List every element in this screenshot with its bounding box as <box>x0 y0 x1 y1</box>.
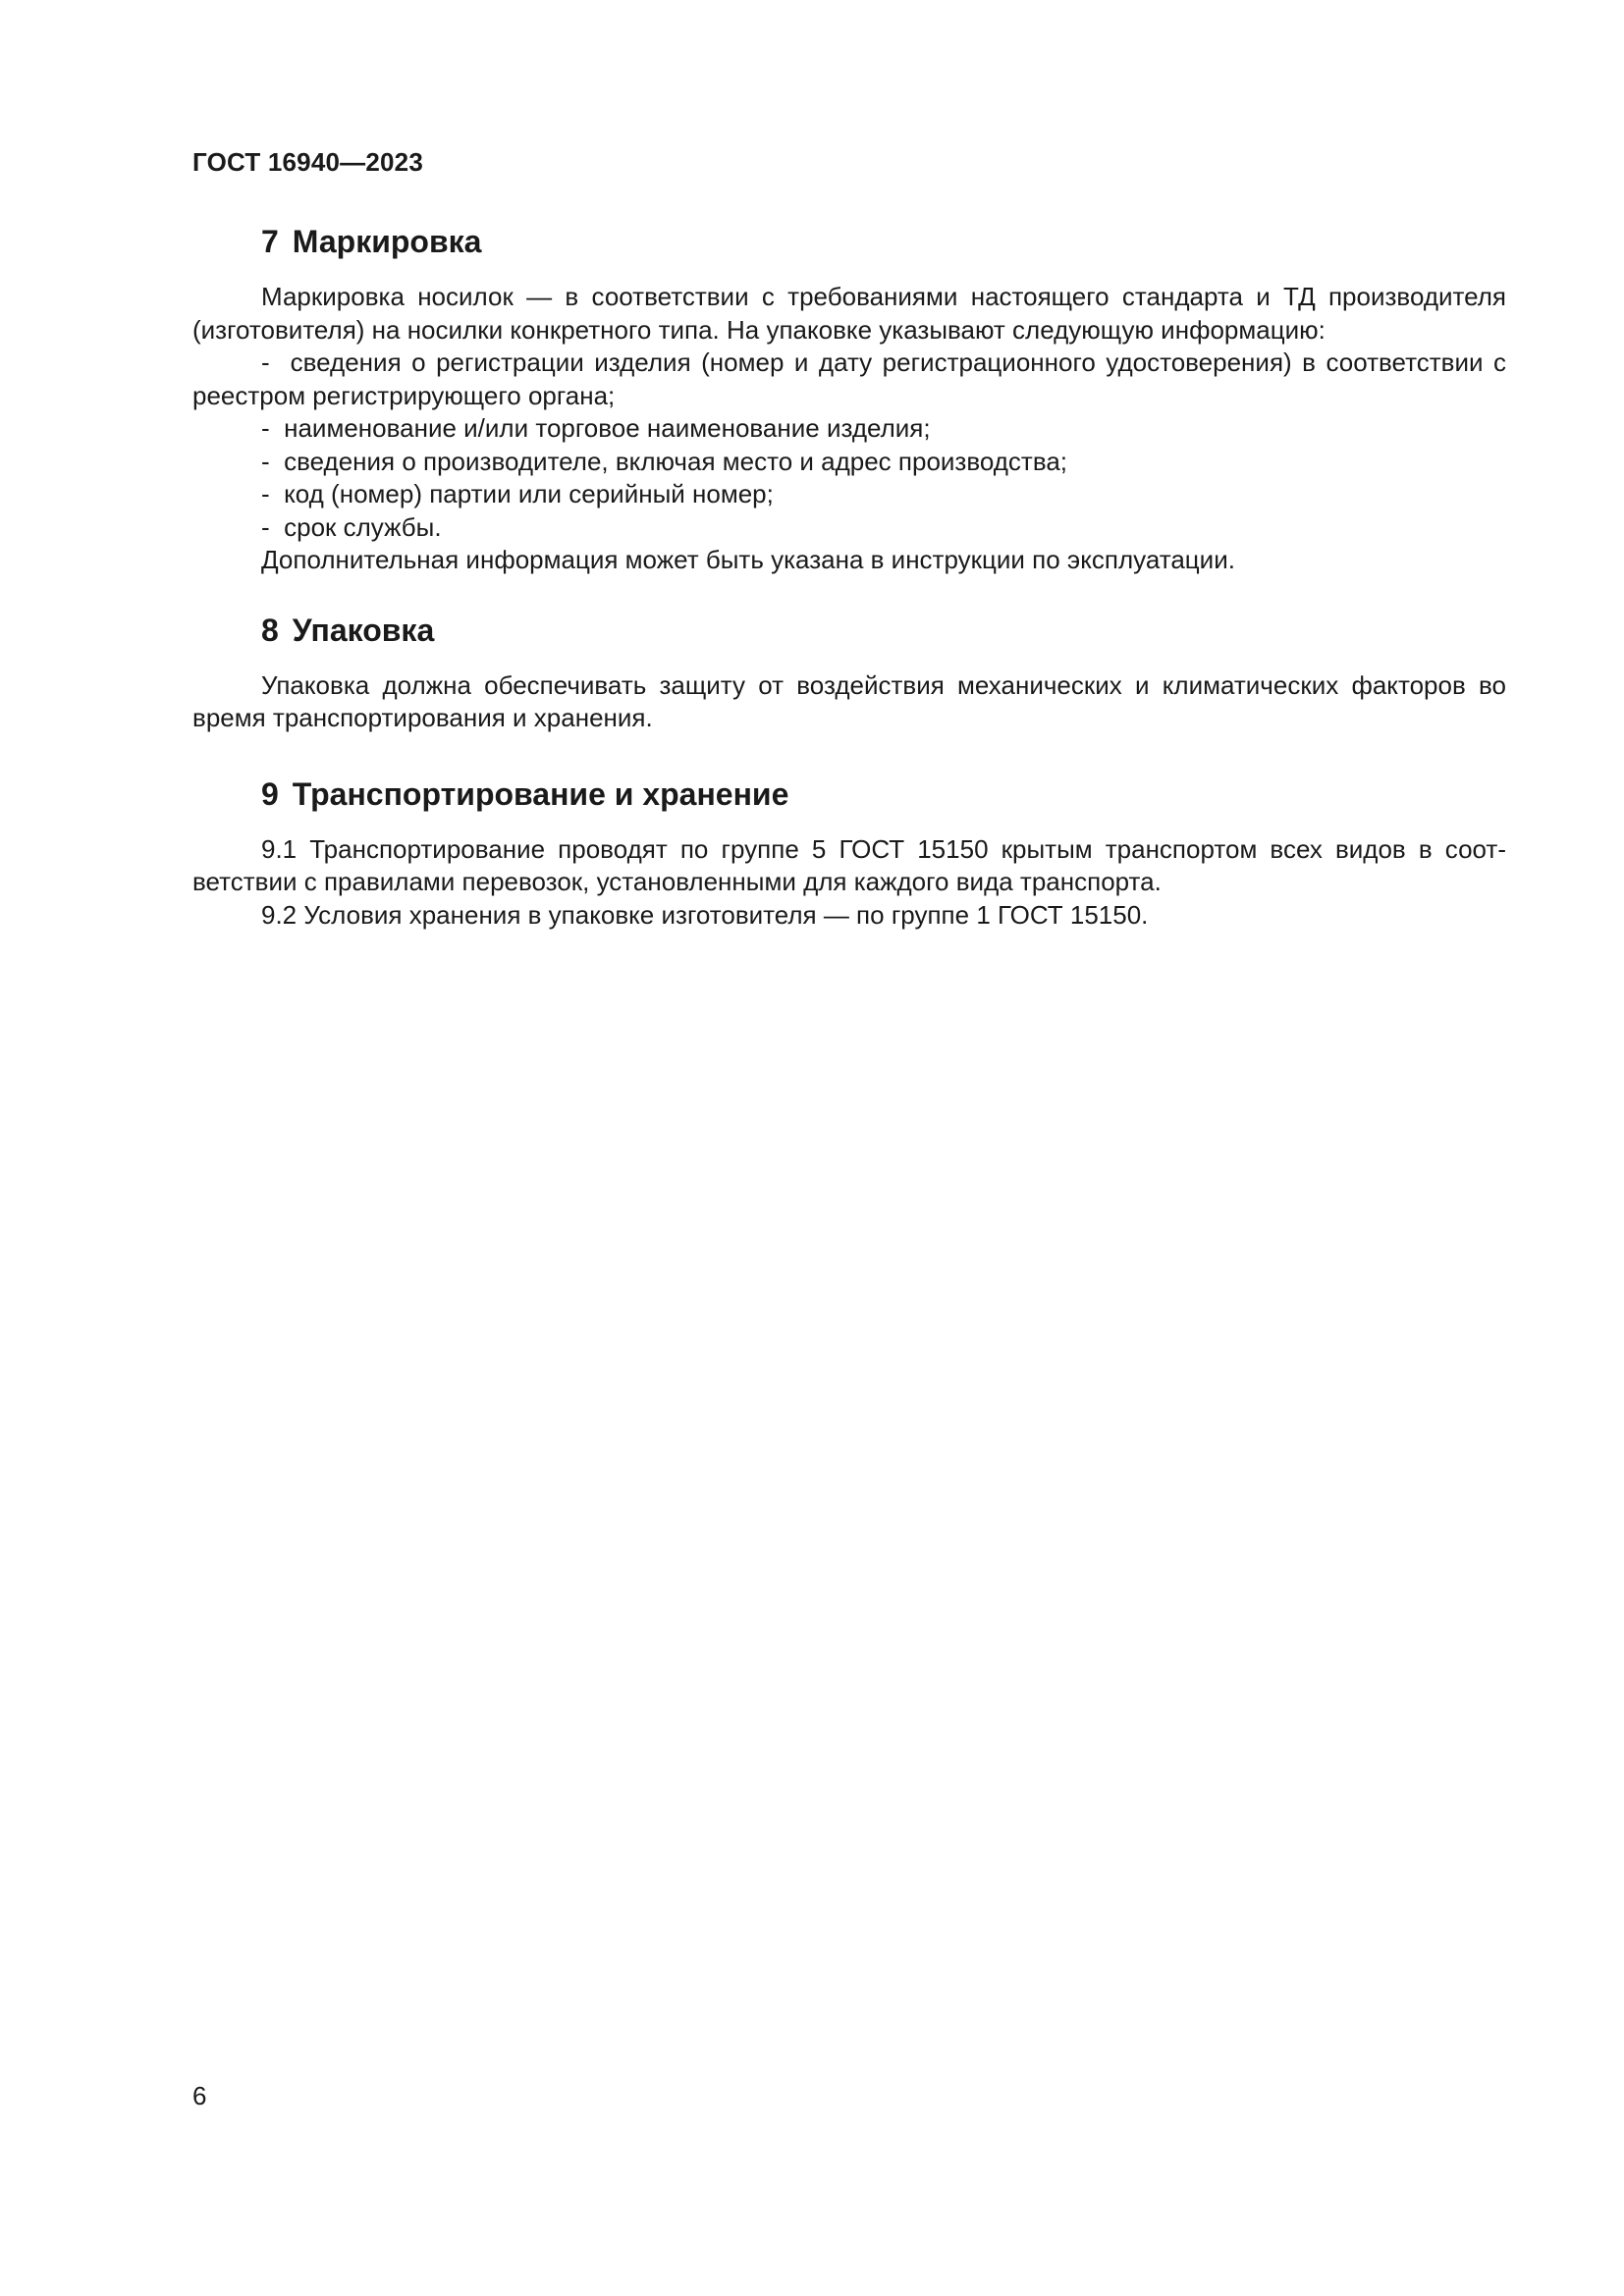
packaging-paragraph: Упаковка должна обеспечивать защиту от воздействия механических и климатических факторов во время транспортирования и хранения. <box>192 669 1506 732</box>
list-item: - срок службы. <box>192 511 1506 545</box>
clause-9-2: 9.2 Условия хранения в упаковке изготовителя — по группе 1 ГОСТ 15150. <box>261 899 1149 930</box>
section-transport-storage <box>192 774 1506 933</box>
document-code-header: ГОСТ 16940—2023 <box>192 147 423 177</box>
document-body <box>192 222 1506 932</box>
list-item: - наименование и/или торговое наименование изделия; <box>192 412 1506 446</box>
section-title <box>192 774 1506 814</box>
section-marking <box>192 222 1506 577</box>
marking-intro-paragraph: Маркировка носилок — в соответствии с требованиями настоящего стандарта и ТД производителя (изготовителя) на носилки конкретного типа. На упаковке указывают следующую информацию: <box>192 282 1506 345</box>
list-item: - сведения о производителе, включая место и адрес производства; <box>192 446 1506 479</box>
section-number: 8 <box>261 612 279 648</box>
section-title-text: Маркировка <box>292 224 482 259</box>
section-title <box>192 611 1506 650</box>
marking-outro-paragraph: Дополнительная информация может быть указана в инструкции по эксплуатации. <box>261 545 1235 574</box>
clause-9-1: 9.1 Транспортирование проводят по группе 5 ГОСТ 15150 крытым транспортом всех видов в соответствии с правилами перевозок, установленными для каждого вида транспорта. <box>192 833 1506 896</box>
list-item: - сведения о регистрации изделия (номер и дату регистрационного удостоверения) в соответствии с реестром регистрирующего органа; <box>192 347 1506 412</box>
section-packaging <box>192 611 1506 735</box>
marking-info-list <box>192 347 1506 544</box>
section-title-text: Упаковка <box>292 612 435 648</box>
section-title <box>192 222 1506 261</box>
section-number: 7 <box>261 224 279 259</box>
page-number: 6 <box>192 2081 207 2110</box>
section-title-text: Транспортирование и хранение <box>292 775 789 812</box>
list-item: - код (номер) партии или серийный номер; <box>192 478 1506 511</box>
section-number: 9 <box>261 775 279 812</box>
